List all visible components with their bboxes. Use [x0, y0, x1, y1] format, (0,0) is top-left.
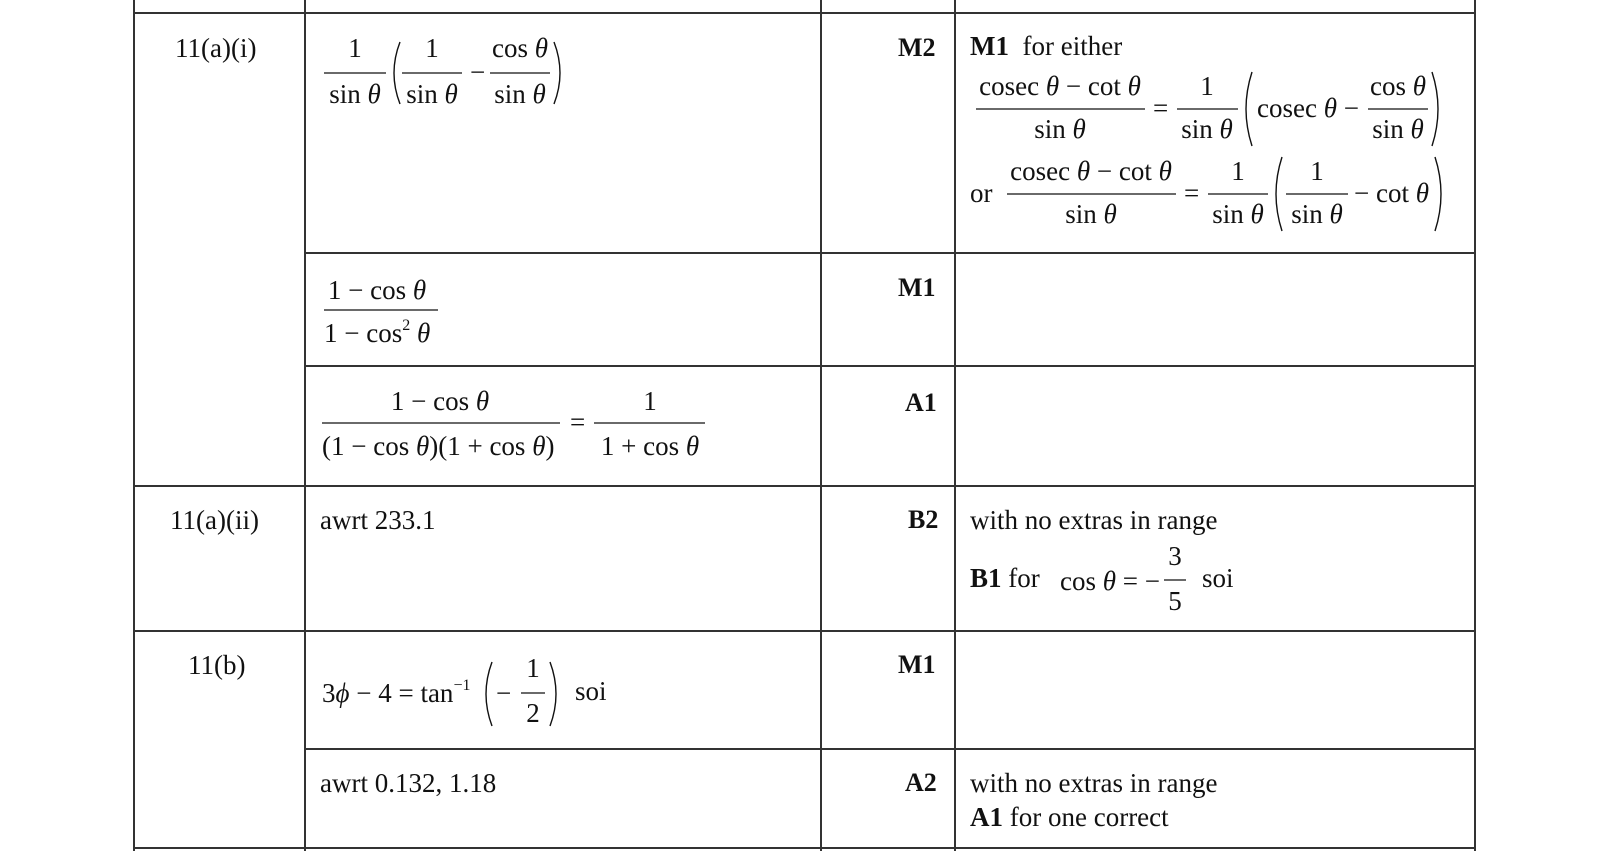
svg-text:−: −: [496, 678, 512, 708]
svg-text:cosec θ − cot θ: cosec θ − cot θ: [1010, 156, 1172, 186]
svg-text:1 − cos θ: 1 − cos θ: [327, 275, 427, 305]
svg-text:(1 − cos θ)(1 + cos θ): (1 − cos θ)(1 + cos θ): [322, 431, 555, 461]
answer-formula-4: [320, 650, 570, 735]
svg-text:− cot θ: − cot θ: [1354, 178, 1429, 208]
svg-text:sin θ: sin θ: [329, 79, 381, 109]
note-line: with no extras in range: [970, 768, 1218, 798]
answer-text: awrt 0.132, 1.18: [320, 768, 497, 798]
svg-text:cosec θ − cot θ: cosec θ − cot θ: [979, 71, 1141, 101]
row-divider: [133, 485, 1475, 487]
mark-code: A1: [905, 388, 937, 417]
mark-code: A2: [905, 768, 937, 797]
note-formula-3: [1058, 540, 1198, 620]
svg-text:cosec θ −: cosec θ −: [1257, 93, 1359, 123]
note-for: for: [1008, 563, 1040, 593]
note-formula-1: [970, 68, 1450, 148]
question-label: 11(b): [188, 650, 246, 680]
note-text: for either: [1022, 31, 1123, 61]
row-divider: [133, 630, 1475, 632]
svg-text:1: 1: [1200, 71, 1214, 101]
answer-text: awrt 233.1: [320, 505, 436, 535]
svg-text:3ϕ − 4 = tan−1: $3\phi - 4 = \tan^{-1}$: [322, 677, 471, 708]
question-label: 11(a)(i): [175, 33, 257, 63]
svg-text:=: =: [1184, 178, 1200, 208]
table-top-border: [133, 12, 1475, 14]
svg-text:sin θ: sin θ: [494, 79, 546, 109]
svg-text:sin θ: sin θ: [1212, 199, 1264, 229]
svg-text:cos θ = −: cos θ = −: [1060, 566, 1160, 596]
svg-text:1 − cos2 θ: $1 - \cos^2 \theta$: [324, 317, 431, 348]
svg-text:=: =: [570, 407, 586, 437]
answer-formula-1: [320, 30, 580, 120]
column-divider: [1474, 0, 1476, 851]
question-label: 11(a)(ii): [170, 505, 259, 535]
note-lead: B1: [970, 563, 1002, 593]
svg-text:sin θ: sin θ: [1291, 199, 1343, 229]
svg-text:sin θ: sin θ: [406, 79, 458, 109]
svg-text:sin θ: sin θ: [1034, 114, 1086, 144]
answer-formula-3: [320, 383, 710, 468]
svg-text:1: 1: [1310, 156, 1324, 186]
column-divider: [954, 0, 956, 851]
note-line: with no extras in range: [970, 505, 1218, 535]
svg-text:sin θ: sin θ: [1065, 199, 1117, 229]
svg-text:1 − cos θ: 1 − cos θ: [390, 386, 490, 416]
svg-text:sin θ: sin θ: [1372, 114, 1424, 144]
table-bottom-border: [133, 847, 1475, 849]
svg-text:=: =: [1153, 93, 1169, 123]
note-line: [970, 31, 1122, 62]
svg-text:1 + cos θ: 1 + cos θ: [600, 431, 700, 461]
note-text: for one correct: [1009, 802, 1169, 832]
note-line: [970, 563, 1040, 594]
svg-text:1: 1: [1231, 156, 1245, 186]
column-divider: [820, 0, 822, 851]
svg-text:cos θ: cos θ: [1369, 71, 1427, 101]
row-divider: [304, 748, 1475, 750]
mark-code: M1: [898, 650, 936, 679]
svg-text:1: 1: [425, 33, 439, 63]
note-soi: soi: [1202, 563, 1234, 593]
mark-code: M1: [898, 273, 936, 302]
svg-text:sin θ: sin θ: [1181, 114, 1233, 144]
svg-text:3: 3: [1168, 541, 1182, 571]
answer-formula-2: [320, 272, 460, 352]
svg-text:5: 5: [1168, 586, 1182, 616]
note-lead: M1: [970, 31, 1009, 61]
svg-text:2: 2: [526, 698, 540, 728]
svg-text:−: −: [470, 57, 486, 87]
svg-text:1: 1: [643, 386, 657, 416]
column-divider: [304, 0, 306, 851]
note-formula-2: [1005, 153, 1455, 233]
answer-soi: soi: [575, 676, 607, 706]
note-line: [970, 802, 1169, 833]
mark-code: M2: [898, 33, 936, 62]
row-divider: [304, 365, 1475, 367]
svg-text:1: 1: [526, 653, 540, 683]
mark-code: B2: [908, 505, 939, 534]
note-or: or: [970, 178, 993, 208]
note-lead: A1: [970, 802, 1003, 832]
column-divider: [133, 0, 135, 851]
svg-text:1: 1: [348, 33, 362, 63]
svg-text:cos θ: cos θ: [491, 33, 549, 63]
row-divider: [304, 252, 1475, 254]
